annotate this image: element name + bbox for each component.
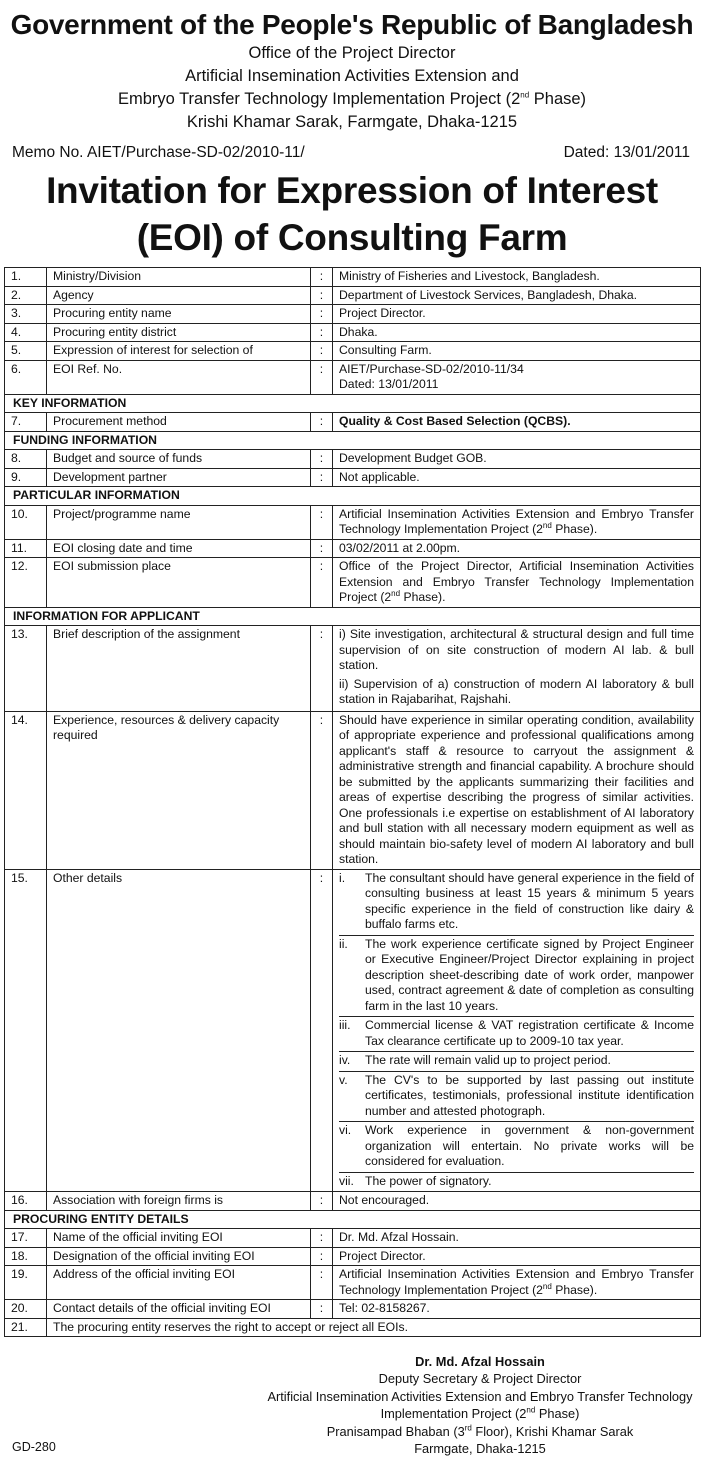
row-value: Development Budget GOB. [333,450,701,469]
table-row [5,305,701,324]
section-header-row [5,487,701,506]
project-name-line1: Artificial Insemination Activities Extension and [185,67,519,85]
row-label: Brief description of the assignment [47,626,311,712]
other-details-item: ii. The work experience certificate signed by Project Engineer or Executive Engineer/Project Director explaining in project description sheet-describing date of work order, manpower used, contract agreement & date of completion as consulting farm in the last 10 years. [339,935,694,1017]
row-colon: : [311,323,333,342]
table-row [5,268,701,287]
table-row [5,1318,701,1337]
other-details-item: vi. Work experience in government & non-government organization will entertain. No private works will be considered for evaluation. [339,1121,694,1172]
row-colon: : [311,539,333,558]
other-details-item: iv. The rate will remain valid up to project period. [339,1051,694,1071]
row-value [333,869,701,1192]
row-label: Designation of the official inviting EOI [47,1247,311,1266]
row-colon: : [311,558,333,608]
row-value: Artificial Insemination Activities Extension and Embryo Transfer Technology Implementation Project (2nd Phase). [333,1266,701,1300]
section-procuring-entity-details: PROCURING ENTITY DETAILS [5,1210,701,1229]
row-number: 1. [5,268,47,287]
row-colon: : [311,268,333,287]
row-value: Project Director. [333,1247,701,1266]
memo-number: Memo No. AIET/Purchase-SD-02/2010-11/ [12,144,305,161]
row-value: Not applicable. [333,468,701,487]
other-details-item: i. The consultant should have general experience in the field of consulting business at least 15 years & minimum 5 years specific experience in the field of construction like dairy & buffalo farms etc. [339,870,694,931]
other-details-item: vii. The power of signatory. [339,1172,694,1192]
row-label: EOI Ref. No. [47,360,311,394]
row-label: Development partner [47,468,311,487]
office-name: Office of the Project Director [248,44,456,62]
row-label: Association with foreign firms is [47,1192,311,1211]
table-row [5,450,701,469]
row-colon: : [311,869,333,1192]
signature-block [250,1353,704,1457]
row-colon: : [311,450,333,469]
row-number: 8. [5,450,47,469]
row-number: 15. [5,869,47,1192]
row-colon: : [311,626,333,712]
table-row [5,1266,701,1300]
row-label: Procuring entity name [47,305,311,324]
eoi-ref-number: AIET/Purchase-SD-02/2010-11/34 [339,361,524,376]
row-number: 2. [5,286,47,305]
row-colon: : [311,360,333,394]
notice-title [4,167,700,261]
row-value: Department of Livestock Services, Bangladesh, Dhaka. [333,286,701,305]
row-colon: : [311,1300,333,1319]
row-number: 17. [5,1229,47,1248]
row-number: 16. [5,1192,47,1211]
row-value: Tel: 02-8158267. [333,1300,701,1319]
row-value: 03/02/2011 at 2.00pm. [333,539,701,558]
row-value [333,626,701,712]
office-address: Krishi Khamar Sarak, Farmgate, Dhaka-1215 [186,113,518,131]
row-colon: : [311,1247,333,1266]
table-row [5,286,701,305]
row-number: 12. [5,558,47,608]
section-header-row [5,607,701,626]
row-number: 19. [5,1266,47,1300]
other-details-item: iii. Commercial license & VAT registration certificate & Income Tax clearance certificate up to 2009-10 tax year. [339,1016,694,1051]
table-row [5,323,701,342]
row-label: Name of the official inviting EOI [47,1229,311,1248]
memo-date: Dated: 13/01/2011 [563,144,690,161]
section-header-row [5,1210,701,1229]
row-label: Budget and source of funds [47,450,311,469]
section-funding-information: FUNDING INFORMATION [5,431,701,450]
table-row [5,413,701,432]
row-label: Procurement method [47,413,311,432]
row-label: Contact details of the official inviting EOI [47,1300,311,1319]
table-row [5,360,701,394]
row-label: Agency [47,286,311,305]
signatory-designation: Deputy Secretary & Project Director [378,1371,582,1387]
row-colon: : [311,413,333,432]
row-number: 6. [5,360,47,394]
row-label: The procuring entity reserves the right to accept or reject all EOIs. [47,1318,701,1337]
row-value: Consulting Farm. [333,342,701,361]
signatory-project-line2: Implementation Project (2nd Phase) [380,1405,580,1422]
row-colon: : [311,505,333,539]
row-label: EOI closing date and time [47,539,311,558]
row-value [333,360,701,394]
row-label: Project/programme name [47,505,311,539]
table-row [5,505,701,539]
assignment-item-ii: ii) Supervision of a) construction of modern AI laboratory & bull station in Rajabarihat, Rajshahi. [339,676,694,706]
section-information-for-applicant: INFORMATION FOR APPLICANT [5,607,701,626]
table-row [5,711,701,869]
table-row [5,1247,701,1266]
row-number: 4. [5,323,47,342]
row-number: 10. [5,505,47,539]
section-header-row [5,431,701,450]
table-row [5,1229,701,1248]
section-header-row [5,394,701,413]
row-value: Project Director. [333,305,701,324]
footer-code: GD-280 [12,1440,56,1454]
row-label: Ministry/Division [47,268,311,287]
row-number: 5. [5,342,47,361]
row-colon: : [311,1229,333,1248]
row-number: 20. [5,1300,47,1319]
row-value: Not encouraged. [333,1192,701,1211]
table-row [5,558,701,608]
row-number: 3. [5,305,47,324]
row-colon: : [311,468,333,487]
row-label: Address of the official inviting EOI [47,1266,311,1300]
row-label: Other details [47,869,311,1192]
table-row [5,539,701,558]
table-row [5,869,701,1192]
row-colon: : [311,286,333,305]
row-colon: : [311,711,333,869]
row-label: EOI submission place [47,558,311,608]
signatory-name: Dr. Md. Afzal Hossain [415,1354,545,1369]
row-value: Dhaka. [333,323,701,342]
row-number: 11. [5,539,47,558]
memo-line [12,143,690,163]
row-number: 21. [5,1318,47,1337]
title-line2: (EOI) of Consulting Farm [136,217,568,258]
row-colon: : [311,1192,333,1211]
notice-header [4,8,700,134]
table-row [5,1192,701,1211]
signatory-address-line2: Farmgate, Dhaka-1215 [414,1441,546,1457]
row-number: 7. [5,413,47,432]
table-row [5,626,701,712]
row-value: Office of the Project Director, Artificial Insemination Activities Extension and Embryo Transfer Technology Implementation Project (2nd Phase). [333,558,701,608]
eoi-ref-date: Dated: 13/01/2011 [339,377,439,391]
government-title: Government of the People's Republic of Bangladesh [10,9,694,40]
row-label: Expression of interest for selection of [47,342,311,361]
assignment-item-i: i) Site investigation, architectural & structural design and full time supervision of on site construction of modern AI lab. & bull station. [339,627,694,672]
row-colon: : [311,342,333,361]
section-key-information: KEY INFORMATION [5,394,701,413]
row-value: Dr. Md. Afzal Hossain. [333,1229,701,1248]
project-name-line2: Embryo Transfer Technology Implementation Project (2nd Phase) [117,90,587,108]
signatory-project-line1: Artificial Insemination Activities Extension and Embryo Transfer Technology [267,1388,693,1404]
row-number: 18. [5,1247,47,1266]
eoi-details-table [4,267,701,1337]
row-number: 14. [5,711,47,869]
row-number: 9. [5,468,47,487]
table-row [5,468,701,487]
row-colon: : [311,305,333,324]
row-colon: : [311,1266,333,1300]
row-number: 13. [5,626,47,712]
row-value: Artificial Insemination Activities Extension and Embryo Transfer Technology Implementation Project (2nd Phase). [333,505,701,539]
table-row [5,342,701,361]
row-value: Ministry of Fisheries and Livestock, Bangladesh. [333,268,701,287]
row-label: Experience, resources & delivery capacity required [47,711,311,869]
table-row [5,1300,701,1319]
section-particular-information: PARTICULAR INFORMATION [5,487,701,506]
row-value: Should have experience in similar operating condition, availability of appropriate experience and professional qualifications among applicant's staff & resource to carryout the assignment & administrative strength and financial capability. A brochure should be submitted by the applicants summarizing their facilities and areas of expertise describing the progress of similar activities. One professionals i.e expertise on establishment of AI laboratory and bull station with all necessary modern equipment as well as should maintain bio-safety level of modern AI laboratory and bull station. [333,711,701,869]
signatory-address-line1: Pranisampad Bhaban (3rd Floor), Krishi Khamar Sarak [326,1423,634,1439]
row-label: Procuring entity district [47,323,311,342]
other-details-item: v. The CV's to be supported by last passing out institute certificates, testimonials, professional institute identification number and attested photograph. [339,1071,694,1122]
title-line1: Invitation for Expression of Interest [46,170,658,211]
row-value: Quality & Cost Based Selection (QCBS). [333,413,701,432]
